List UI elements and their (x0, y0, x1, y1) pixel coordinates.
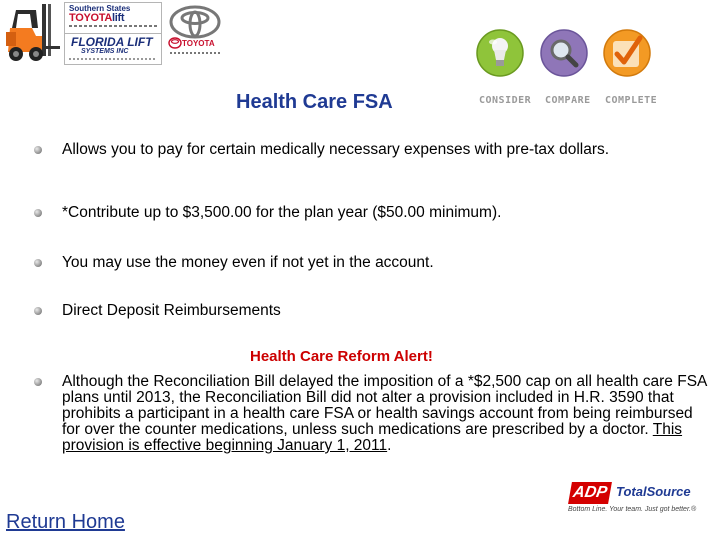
bullet-dot-icon (34, 209, 42, 217)
slide-title: Health Care FSA (236, 91, 393, 113)
adp-badge: ADP (568, 482, 612, 504)
logo-line-2: SYSTEMS INC (81, 48, 129, 55)
step-label-compare: COMPARE (545, 95, 591, 106)
bullet-item (30, 142, 682, 158)
adp-brand: TotalSource (616, 484, 691, 499)
step-label-consider: CONSIDER (479, 95, 532, 106)
company-logos (0, 0, 222, 66)
bullet-item (30, 303, 702, 319)
alert-text-underlined: This provision is effective beginning January 1, 2011 (62, 421, 683, 454)
return-home-link[interactable]: Return Home (6, 511, 125, 533)
bullet-item (30, 205, 702, 221)
logo-line-1: Southern States (69, 4, 131, 13)
bullet-text: Direct Deposit Reimbursements (62, 302, 281, 319)
southern-states-toyotalift-logo (64, 2, 162, 34)
toyota-mini-text: TOYOTA (182, 39, 215, 48)
bullet-text: You may use the money even if not yet in the account. (62, 254, 434, 271)
logo-line-2: TOYOTAlift (69, 12, 125, 24)
logo-line-1: FLORIDA LIFT (71, 35, 153, 49)
florida-lift-logo (64, 33, 162, 65)
adp-tagline: Bottom Line. Your team. Just got better.® (568, 506, 697, 513)
toyota-emblem-icon (168, 4, 222, 40)
logo-fine-print (69, 58, 157, 60)
logo-fine-print (69, 25, 157, 27)
alert-text-end: . (387, 437, 392, 454)
alert-title: Health Care Reform Alert! (250, 348, 433, 365)
lightbulb-icon (475, 28, 525, 78)
forklift-icon (2, 2, 60, 64)
bullet-dot-icon (34, 307, 42, 315)
bullet-dot-icon (34, 259, 42, 267)
toyota-mini-emblem-icon (168, 37, 182, 49)
bullet-text: Allows you to pay for certain medically necessary expenses with pre-tax dollars. (62, 141, 610, 158)
magnifier-icon (539, 28, 589, 78)
bullet-dot-icon (34, 146, 42, 154)
toyota-small-logo (166, 36, 224, 64)
logo-fine-print (170, 52, 220, 54)
bullet-text: *Contribute up to $3,500.00 for the plan year ($50.00 minimum). (62, 204, 502, 221)
bullet-dot-icon (34, 378, 42, 386)
bullet-item (30, 255, 702, 271)
step-label-complete: COMPLETE (605, 95, 658, 106)
checkmark-icon (602, 28, 652, 78)
adp-totalsource-logo (566, 480, 714, 516)
bullet-item-alert (30, 374, 714, 454)
alert-text: Although the Reconciliation Bill delayed the imposition of a *$2,500 cap on all health care FSA plans until 2013, the Reconciliation Bill did not alter a provision included in H.R. 3590 that prohibits a participant in a health care FSA or health savings account from being reimbursed for over the counter medications, unless such medications are prescribed by a doctor. (62, 373, 707, 438)
